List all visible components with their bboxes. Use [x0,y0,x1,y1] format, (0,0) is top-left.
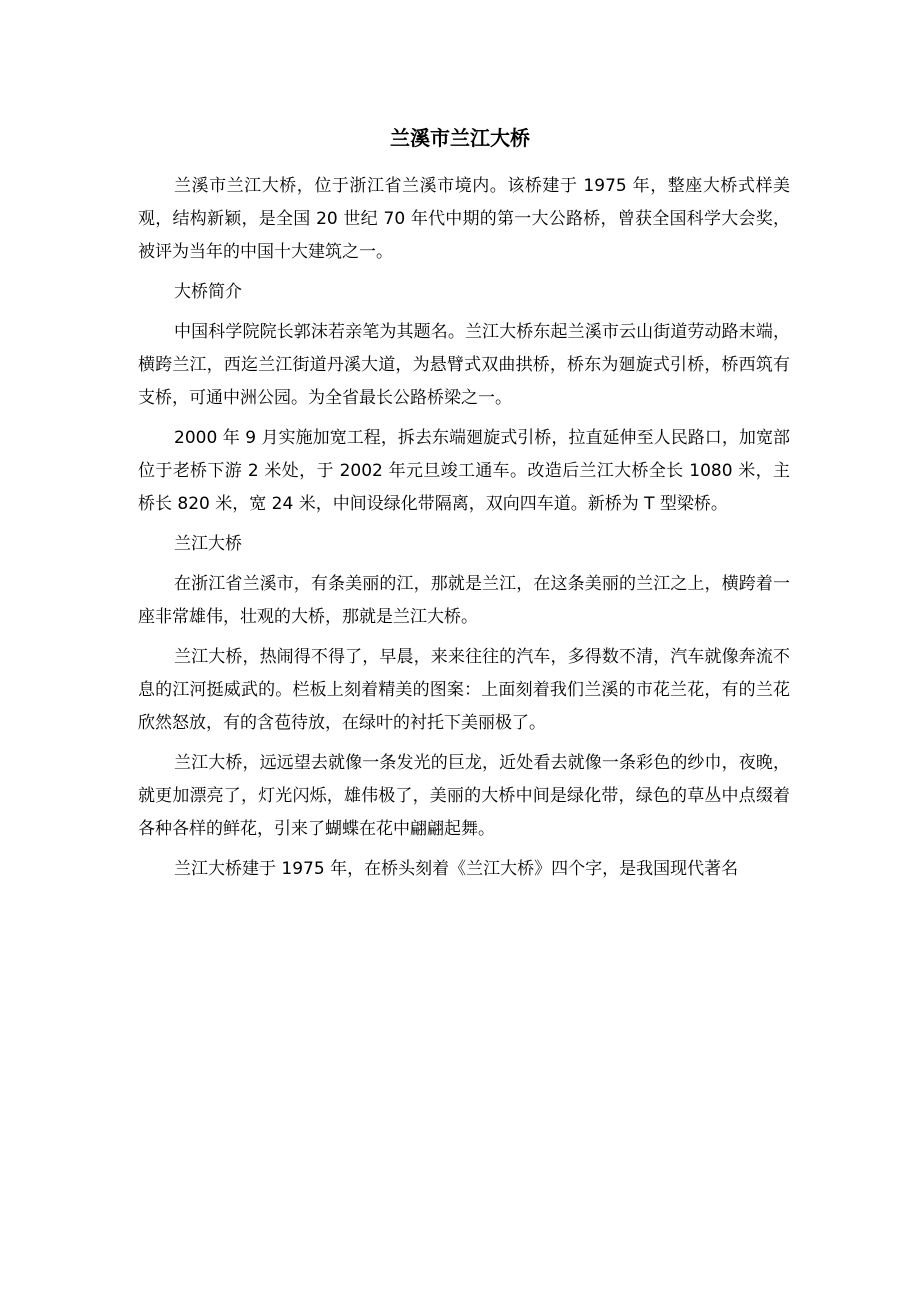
section-heading-bridge: 兰江大桥 [174,534,242,554]
paragraph-intro: 兰溪市兰江大桥，位于浙江省兰溪市境内。该桥建于 1975 年，整座大桥式样美观，结构新颖，是全国 20 世纪 70 年代中期的第一大公路桥，曾获全国科学大会奖，被评为当年的中国十大建筑之一。 [138,176,790,262]
section-heading-overview: 大桥简介 [174,282,242,302]
paragraph-history: 兰江大桥建于 1975 年，在桥头刻着《兰江大桥》四个字，是我国现代著名 [174,859,739,879]
paragraph-widening: 2000 年 9 月实施加宽工程，拆去东端廻旋式引桥，拉直延伸至人民路口，加宽部位于老桥下游 2 米处，于 2002 年元旦竣工通车。改造后兰江大桥全长 1080 米，主桥长 820 米，宽 24 米，中间设绿化带隔离，双向四车道。新桥为 T 型梁桥。 [138,428,790,514]
paragraph-overview: 中国科学院院长郭沫若亲笔为其题名。兰江大桥东起兰溪市云山街道劳动路末端，横跨兰江，西迄兰江街道丹溪大道，为悬臂式双曲拱桥，桥东为廻旋式引桥，桥西筑有支桥，可通中洲公园。为全省最长公路桥梁之一。 [138,322,790,408]
document-body [138,170,790,893]
document-title: 兰溪市兰江大桥 [390,126,530,150]
paragraph-location: 在浙江省兰溪市，有条美丽的江，那就是兰江，在这条美丽的兰江之上，横跨着一座非常雄伟，壮观的大桥，那就是兰江大桥。 [138,574,790,627]
paragraph-night: 兰江大桥，远远望去就像一条发光的巨龙，近处看去就像一条彩色的纱巾，夜晚，就更加漂亮了，灯光闪烁，雄伟极了，美丽的大桥中间是绿化带，绿色的草丛中点缀着各种各样的鲜花，引来了蝴蝶在花中翩翩起舞。 [138,753,790,839]
paragraph-traffic: 兰江大桥，热闹得不得了，早晨，来来往往的汽车，多得数不清，汽车就像奔流不息的江河挺威武的。栏板上刻着精美的图案：上面刻着我们兰溪的市花兰花，有的兰花欣然怒放，有的含苞待放，在绿叶的衬托下美丽极了。 [138,647,790,733]
